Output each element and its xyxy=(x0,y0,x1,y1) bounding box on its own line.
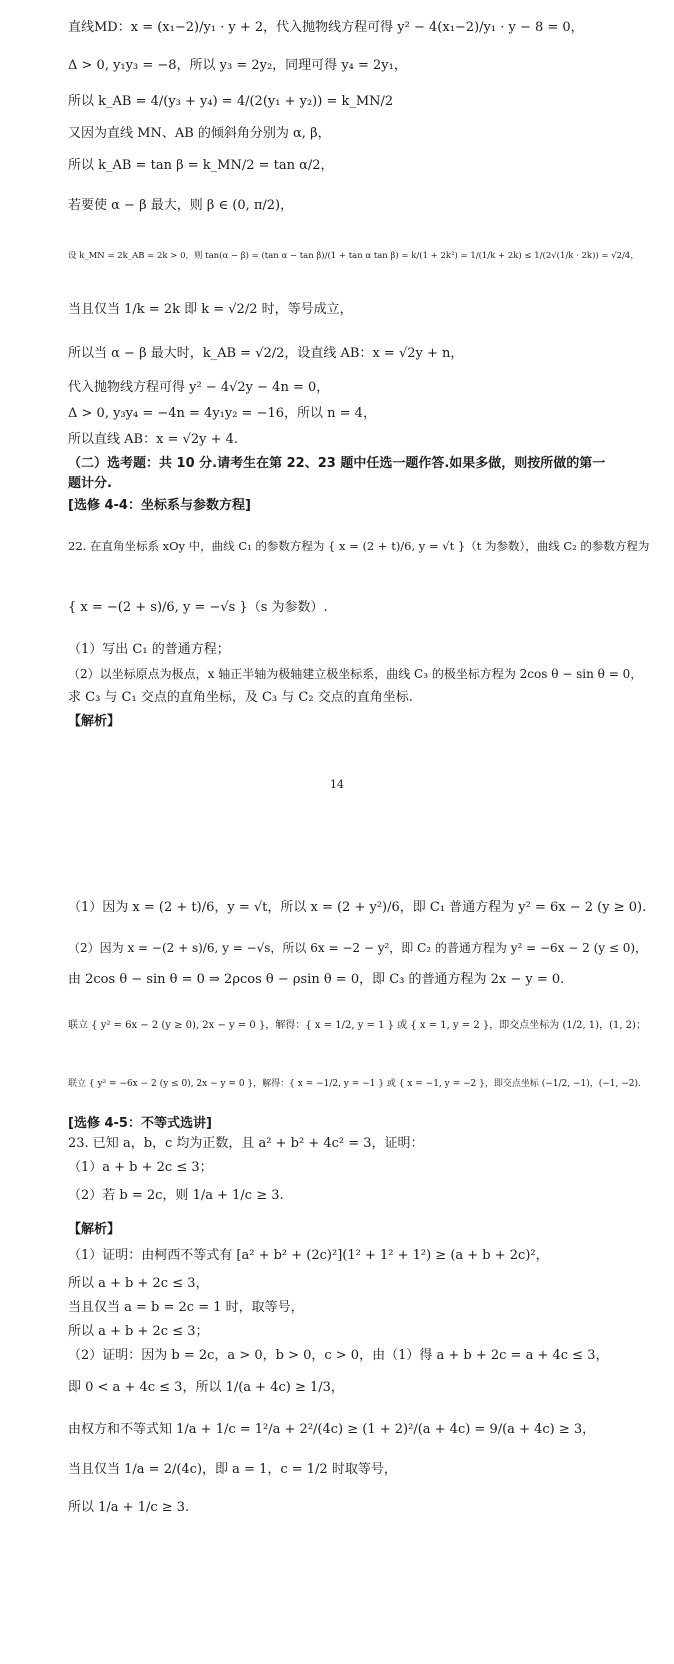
solution-line: 由 2cos θ − sin θ = 0 ⇒ 2ρcos θ − ρsin θ = 0，即 C₃ 的普通方程为 2x − y = 0. xyxy=(68,972,565,987)
solution-line: （2）因为 x = −(2 + s)/6, y = −√s，所以 6x = −2 − y²，即 C₂ 的普通方程为 y² = −6x − 2 (y ≤ 0)， xyxy=(68,941,648,955)
solution-line: 直线MD：x = (x₁−2)/y₁ · y + 2，代入抛物线方程可得 y² − 4(x₁−2)/y₁ · y − 8 = 0， xyxy=(68,20,584,35)
solution-line: 当且仅当 a = b = 2c = 1 时，取等号， xyxy=(68,1300,304,1315)
solution-line: 若要使 α − β 最大，则 β ∈ (0, π/2)， xyxy=(68,198,294,213)
solution-line: 所以 a + b + 2c ≤ 3； xyxy=(68,1324,209,1339)
question-line: 22. 在直角坐标系 xOy 中，曲线 C₁ 的参数方程为 { x = (2 + t)/6, y = √t }（t 为参数），曲线 C₂ 的参数方程为 xyxy=(68,539,650,553)
question-line: （2）若 b = 2c，则 1/a + 1/c ≥ 3. xyxy=(68,1188,284,1203)
solution-line: 所以 1/a + 1/c ≥ 3. xyxy=(68,1500,190,1515)
solution-line: 设 k_MN = 2k_AB = 2k > 0，则 tan(α − β) = (tan α − tan β)/(1 + tan α tan β) = k/(1 + 2k²) = 1/(1/k + 2k) ≤ 1/(2√(1/k · 2k)) = √2/4， xyxy=(68,251,639,261)
question-line: { x = −(2 + s)/6, y = −√s }（s 为参数）. xyxy=(68,600,328,615)
page-number: 14 xyxy=(330,778,344,791)
question-line: 求 C₃ 与 C₁ 交点的直角坐标，及 C₃ 与 C₂ 交点的直角坐标. xyxy=(68,690,413,705)
solution-line: 所以 a + b + 2c ≤ 3， xyxy=(68,1276,209,1291)
solution-line: 联立 { y² = −6x − 2 (y ≤ 0), 2x − y = 0 }，解得：{ x = −1/2, y = −1 } 或 { x = −1, y = −2 }，即交点坐标 (−1/2, −1)，(−1, −2). xyxy=(68,1079,641,1089)
solution-line: 所以直线 AB：x = √2y + 4. xyxy=(68,432,239,447)
solution-line: 联立 { y² = 6x − 2 (y ≥ 0), 2x − y = 0 }，解得：{ x = 1/2, y = 1 } 或 { x = 1, y = 2 }，即交点坐标为 (1/2, 1)，(1, 2)； xyxy=(68,1020,646,1031)
solution-line: （2）证明：因为 b = 2c，a > 0，b > 0，c > 0，由（1）得 a + b + 2c = a + 4c ≤ 3， xyxy=(68,1348,609,1363)
solution-line: 所以 k_AB = tan β = k_MN/2 = tan α/2， xyxy=(68,158,334,173)
solution-line: （1）因为 x = (2 + t)/6，y = √t，所以 x = (2 + y²)/6，即 C₁ 普通方程为 y² = 6x − 2 (y ≥ 0). xyxy=(68,900,647,915)
solution-line: 当且仅当 1/k = 2k 即 k = √2/2 时，等号成立， xyxy=(68,302,353,317)
topic-heading: [选修 4-4：坐标系与参数方程] xyxy=(68,498,251,513)
section-title-cont: 题计分. xyxy=(68,476,112,491)
section-title: （二）选考题：共 10 分.请考生在第 22、23 题中任选一题作答.如果多做，则按所做的第一 xyxy=(68,456,606,471)
solution-line: （1）证明：由柯西不等式有 [a² + b² + (2c)²](1² + 1² + 1²) ≥ (a + b + 2c)²， xyxy=(68,1248,549,1263)
solution-line: 所以当 α − β 最大时，k_AB = √2/2，设直线 AB：x = √2y + n， xyxy=(68,346,464,361)
solution-line: 由权方和不等式知 1/a + 1/c = 1²/a + 2²/(4c) ≥ (1 + 2)²/(a + 4c) = 9/(a + 4c) ≥ 3， xyxy=(68,1422,596,1437)
analysis-label: 【解析】 xyxy=(68,714,121,729)
question-line: 23. 已知 a，b，c 均为正数，且 a² + b² + 4c² = 3，证明： xyxy=(68,1136,424,1151)
solution-line: 代入抛物线方程可得 y² − 4√2y − 4n = 0， xyxy=(68,380,330,395)
question-line: （2）以坐标原点为极点，x 轴正半轴为极轴建立极坐标系，曲线 C₃ 的极坐标方程为 2cos θ − sin θ = 0， xyxy=(68,667,643,681)
solution-line: 当且仅当 1/a = 2/(4c)，即 a = 1，c = 1/2 时取等号， xyxy=(68,1462,397,1477)
solution-line: 又因为直线 MN、AB 的倾斜角分别为 α, β， xyxy=(68,126,331,141)
question-line: （1）写出 C₁ 的普通方程； xyxy=(68,642,230,657)
analysis-label: 【解析】 xyxy=(68,1222,121,1237)
topic-heading: [选修 4-5：不等式选讲] xyxy=(68,1116,212,1131)
solution-line: Δ > 0, y₁y₃ = −8，所以 y₃ = 2y₂，同理可得 y₄ = 2y₁， xyxy=(68,58,407,73)
question-line: （1）a + b + 2c ≤ 3； xyxy=(68,1160,213,1175)
solution-line: 所以 k_AB = 4/(y₃ + y₄) = 4/(2(y₁ + y₂)) = k_MN/2 xyxy=(68,94,394,109)
solution-line: Δ > 0, y₃y₄ = −4n = 4y₁y₂ = −16，所以 n = 4， xyxy=(68,406,376,421)
solution-line: 即 0 < a + 4c ≤ 3，所以 1/(a + 4c) ≥ 1/3， xyxy=(68,1380,344,1395)
